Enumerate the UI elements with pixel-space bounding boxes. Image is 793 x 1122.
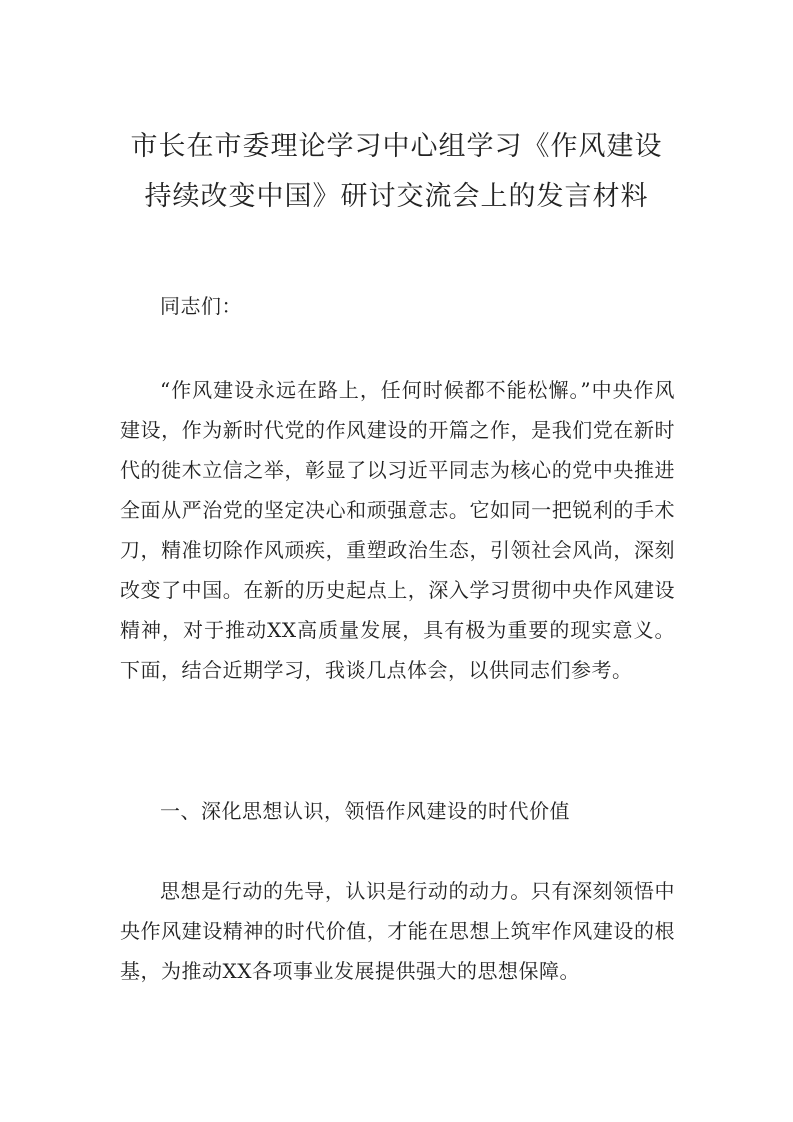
section-heading-1: 一、深化思想认识，领悟作风建设的时代价值	[160, 799, 570, 823]
paragraph-intro: “作风建设永远在路上，任何时候都不能松懈。”中央作风建设，作为新时代党的作风建设的开篇之作，是我们党在新时代的徙木立信之举，彰显了以习近平同志为核心的党中央推进全面从严治党的坚定决心和顽强意志。它如同一把锐利的手术刀，精准切除作风顽疾，重塑政治生态，引领社会风尚，深刻改变了中国。在新的历史起点上，深入学习贯彻中央作风建设精神，对于推动XX高质量发展，具有极为重要的现实意义。下面，结合近期学习，我谈几点体会，以供同志们参考。	[120, 378, 675, 682]
title-line-1: 市长在市委理论学习中心组学习《作风建设	[130, 131, 663, 162]
document-title	[80, 122, 713, 222]
paragraph-section-1: 思想是行动的先导，认识是行动的动力。只有深刻领悟中央作风建设精神的时代价值，才能在思想上筑牢作风建设的根基，为推动XX各项事业发展提供强大的思想保障。	[120, 879, 675, 983]
salutation: 同志们：	[160, 294, 242, 318]
title-line-2: 持续改变中国》研讨交流会上的发言材料	[144, 181, 649, 212]
